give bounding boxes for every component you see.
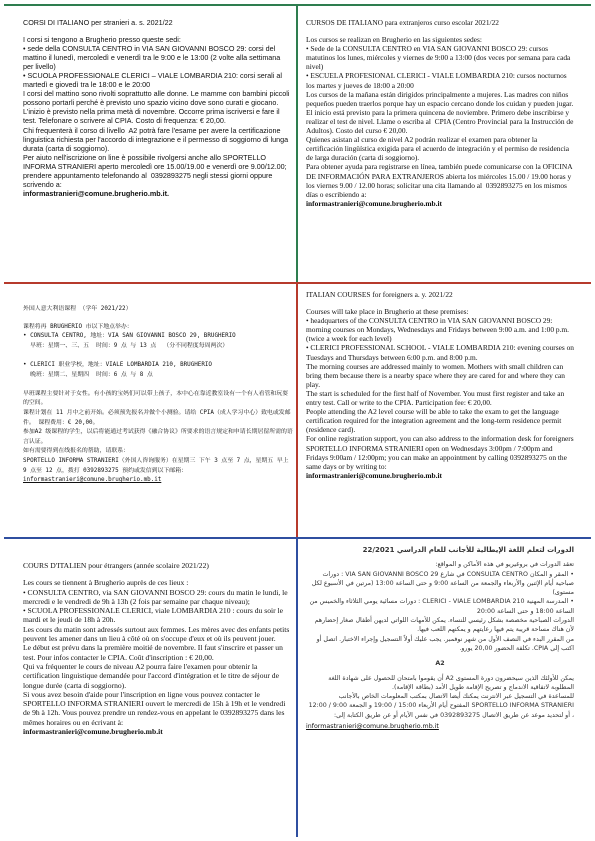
french-section bbox=[23, 561, 291, 831]
spanish-body: Los cursos se realizan en Brugherio en las siguientes sedes: • Sede de la CONSULTA CENTRO en VIA SAN GIOVANNI BOSCO 29: cursos matutinos los lunes, miércoles y viernes de 9:00 a 13:00 (dos veces por semana para cada nivel) • ESCUELA PROFESIONAL CLERICI - VIALE LOMBARDIA 210: cursos nocturnos los martes y jueves de 18:00 a 20:00 Los cursos de la mañana están dirigidos principalmente a mujeres. Las madres con niños pequeños pueden traerlos porque hay un espacio cercano donde los cuidan y pueden jugar. El inicio está previsto para la primera quincena de noviembre. Primero debe inscribirse y realizar el test de nivel. Llame o escriba al CPIA (Centro Provincial para la Instrucción de Adultos). Costo del curso € 20,00. Quienes asistan al curso de nivel A2 podrán realizar el examen para obtener la certificación lingüística exigida para el acuerdo de integración y el permiso de residencia de larga duración (carta di soggiorno). Para obtener ayuda para registrarse en línea, también puede comunicarse con la OFICINA DE INFORMACIÓN PARA EXTRANJEROS abierta los miércoles 15.00 / 19.00 horas y los viernes 9.00 / 12.00 horas; solicitar una cita llamando al 0392893275 en los mismos días o escribiendo a: bbox=[306, 35, 574, 199]
spanish-section bbox=[306, 18, 574, 280]
chinese-section bbox=[23, 305, 293, 533]
chinese-email-link[interactable]: informastranieri@comune.brugherio.mb.it bbox=[23, 477, 162, 484]
french-title: COURS D'ITALIEN pour étrangers (année scolaire 2021/22) bbox=[23, 561, 209, 570]
arabic-a2-heading: A2 bbox=[435, 660, 445, 668]
arabic-section bbox=[306, 546, 574, 831]
arabic-paragraph: يمكن للأولئك الذين سيحضرون دورة المستوى A2 أن يقوموا بامتحان للحصول على شهادة اللغة المطلوبة لاتفاقية الاندماج و تصريح الإقامة طويل الأمد (بطاقة الإقامة). bbox=[328, 674, 574, 691]
arabic-paragraph: • المدرسة المهنية CLERICI - VIALE LOMBARDIA 210 : دورات مسائية يومي الثلاثاء والخميس من الساعة 18:00 و حتى الساعة 20:00 bbox=[309, 598, 574, 615]
french-body: Les cours se tiennent à Brugherio auprès de ces lieux : • CONSULTA CENTRO, via SAN GIOVANNI BOSCO 29: cours du matin le lundi, le mercredi e le vendredi de 9h à 13h (2 fois par semaine par chaque niveau); • SCUOLA PROFESSIONALE CLERICI, viale LOMBARDIA 210 : cours du soir le mardi et le jeudi de 18h à 20h. Les cours du matin sont adressés surtout aux femmes. Les mères avec des enfants petits peuvent les amener dans un lieu à côté où on s'occupe d'eux et où ils peuvent jouer. Le début est prévu dans la première moitié de novembre. Il faut s'inscrire et passer un test. Pour infos contacter le CPIA. Coût d'inscription : € 20,00. Qui va fréquenter le cours de niveau A2 pourra faire l'examen pour obtenir la certification linguistique demandée pour l'accord d'intégration et le titre de séjour de longue durée (carta di soggiorno). Si vous avez besoin d'aide pour l'inscription en ligne vous pouvez contacter le SPORTELLO INFORMA STRANIERI ouvert le mercredi de 15h à 19h et le vendredi de 9h à 12h. Vous pouvez prendre un rendez-vous en appelant le 0392893275 dans les mêmes horaires ou en écrivant à: bbox=[23, 578, 290, 727]
english-body: Courses will take place in Brugherio at these premises: • headquarters of the CONSULTA CENTRO in VIA SAN GIOVANNI BOSCO 29: morning courses on Mondays, Wednesdays and Fridays between 9:00 a.m. and 1:00 p.m. (twice a week for each level) • CLERICI PROFESSIONAL SCHOOL - VIALE LOMBARDIA 210: evening courses on Tuesdays and Thursdays between 6:00 p.m. and 8:00 p.m. The morning courses are addressed mainly to women. Mothers with small children can bring them because there is a nearby space where they are cared for and where they can play. The start is scheduled for the first half of November. You must first register and take an entry test. Call or write to the CPIA. Participation fee: € 20,00. People attending the A2 level course will be able to take the exam to get the language certification required for the integration agreement and the long-term residence permit (residence card). For online registration support, you can also address to the information desk for foreigners SPORTELLO INFORMA STRANIERI open on Wednesdays 3:00pm / 7:00pm and Fridays 9:00am / 12:00pm; you can make an appointment by calling 0392893275 on the same days or by writing to: bbox=[306, 307, 574, 471]
english-section bbox=[306, 290, 574, 535]
arabic-title: الدورات لتعلم اللغة الإيطالية للأجانب للعام الدراسي 22/2021 bbox=[362, 546, 574, 554]
french-email-link[interactable]: informastranieri@comune.brugherio.mb.it bbox=[23, 727, 163, 737]
arabic-paragraph: تعقد الدورات في بروغيريو في هذه الأماكن و المواقع: bbox=[435, 561, 574, 569]
english-email-link[interactable]: informastranieri@comune.brugherio.mb.it bbox=[306, 470, 442, 480]
english-title: ITALIAN COURSES for foreigners a. y. 2021/22 bbox=[306, 290, 453, 299]
italian-body: I corsi si tengono a Brugherio presso queste sedi: • sede della CONSULTA CENTRO in VIA SAN GIOVANNI BOSCO 29: corsi del mattino il lunedì, mercoledì e venerdì tra le 9:00 e le 13:00 (2 volte alla settimana per livello) • SCUOLA PROFESSIONALE CLERICI – VIALE LOMBARDIA 210: corsi serali al martedì e giovedì tra le 18:00 e le 20:00 I corsi del mattino sono rivolti soprattutto alle donne. Le mamme con bambini piccoli possono portarli perché è previsto uno spazio vicino dove sono curati e giocano. L'inizio è previsto nella prima metà di novembre. Occorre prima iscriversi e fare il test. Telefonare o scrivere al CPIA. Costo di frequenza: € 20,00. Chi frequenterà il corso di livello A2 potrà fare l'esame per avere la certificazione linguistica richiesta per l'accordo di integrazione e il permesso di soggiorno di lunga durata (carta di soggiorno). Per aiuto nell'iscrizione on line è possibile rivolgersi anche allo SPORTELLO INFORMA STRANIERI aperto mercoledì ore 15.00/19.00 e venerdì ore 9.00/12.00; prendere appuntamento telefonando al 0392893275 negli stessi giorni oppure scrivendo a: bbox=[23, 35, 290, 189]
vertical-red-divider bbox=[296, 283, 298, 538]
italian-section bbox=[23, 18, 291, 278]
arabic-paragraph: • المقر و المكان CONSULTA CENTRO في شارع VIA SAN GIOVANNI BOSCO 29 : دورات صباحية أيام الإثنين والأربعاء والجمعة من الساعة 9:00 و حتى الساعة 13:00 (مرتين في الأسبوع لكل مستوى) bbox=[311, 570, 574, 597]
arabic-paragraph: الدورات الصباحية مخصصة بشكل رئيسي للنساء. يمكن للأمهات اللواتي لديهن أطفال صغار إحضارهم لأن هناك مساحة قريبة يتم فيها رعايتهم و يمكنهم اللعب فيها. bbox=[314, 617, 574, 634]
vertical-green-divider bbox=[296, 4, 298, 283]
italian-email-link[interactable]: informastranieri@comune.brugherio.mb.it. bbox=[23, 188, 169, 198]
chinese-body: 课程将再 BRUGHERIO 市以下地点举办： • CONSULTA CENTRO, 地址：VIA SAN GIOVANNI BOSCO 29, BRUGHERIO 早班：星期一、三、五 时间：9 点 与 13 点 （分不同程度每周两次） • CLERICI 职业学校，地址：VIALE LOMBARDIA 210, BRUGHERIO 晚班：星期二、星期四 时间：6 点 与 8 点 早班课程主要针对于女性。有小孩的宝妈们可以带上孩子，本中心在靠近教室设有一个有人看管和玩耍的空间。 课程计划在 11 月中之前开始。必须预先报名并做个小测验。请给 CPIA（成人学习中心）致电或发邮件。 课程费用：€ 20,00。 参加A2 级课程的学生，以后将能通过考试获得《融合协议》所要求的语言规定和申请长期居留所需的语言认证。 如有需要得到在线报名的帮助，请联系： SPORTELLO INFORMA STRANIERI（外国人咨询服务）在星期三 下午 3 点至 7 点，星期五 早上 9 点至 12 点，拨打 0392893275 预约或发信到以下邮箱： bbox=[23, 323, 293, 474]
spanish-title: CURSOS DE ITALIANO para extranjeros curso escolar 2021/22 bbox=[306, 18, 499, 27]
spanish-email-link[interactable]: informastranieri@comune.brugherio.mb.it bbox=[306, 198, 442, 208]
chinese-title: 外国人意大利语课程 （学年 2021/22） bbox=[23, 306, 132, 312]
arabic-email-link[interactable]: informastranieri@comune.brugherio.mb.it bbox=[306, 723, 439, 731]
italian-title: CORSI DI ITALIANO per stranieri a. s. 2021/22 bbox=[23, 18, 173, 27]
arabic-paragraph: من المقرر البدء في النصف الأول من شهر نوفمبر. يجب عليك أولاً التسجيل وإجراء الاختبار. اتصل أو اكتب إلى CPIA. تكلفة الحضور 20,00 يورو. bbox=[316, 635, 574, 652]
vertical-blue-divider bbox=[296, 538, 298, 837]
arabic-paragraph: للمساعدة في التسجيل عبر الانترنت يمكنك أيضا الاتصال بمكتب المعلومات الخاص بالأجانب SPORTELLO INFORMA STRANIERI المفتوح أيام الأربعاء 15:00 / 19:00 و الجمعة 9:00 / 12:00 ، أو لتحديد موعد عن طريق الاتصال 0392893275 في نفس الأيام أو عن طريق الكتابة إلى: bbox=[308, 693, 574, 719]
